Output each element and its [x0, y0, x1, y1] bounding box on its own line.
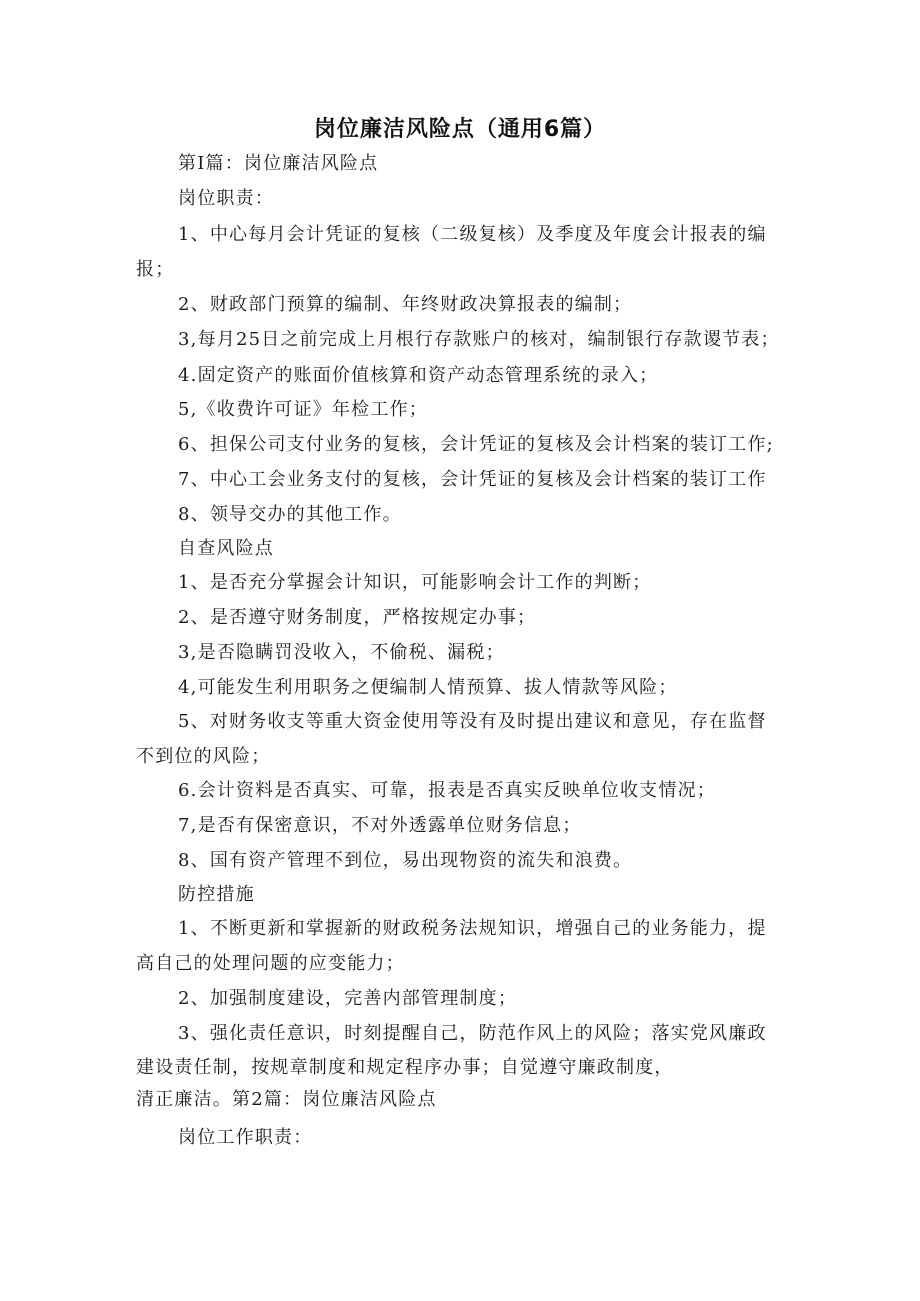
text-line: 5、对财务收支等重大资金使用等没有及时提出建议和意见，存在监督 [178, 711, 767, 732]
text-line: 4.固定资产的账面价值核算和资产动态管理系统的录入； [178, 365, 659, 386]
text-line: 不到位的风险； [136, 746, 271, 767]
text-line: 报； [136, 259, 175, 280]
text-line: 7,是否有保密意识，不对外透露单位财务信息； [178, 815, 582, 836]
text-line: 6.会计资料是否真实、可靠，报表是否真实反映单位收支情况； [178, 780, 716, 801]
text-line: 7、中心工会业务支付的复核，会计凭证的复核及会计档案的装订工作 [178, 469, 767, 490]
text-line: 岗位工作职责： [178, 1127, 313, 1148]
text-line: 2、是否遵守财务制度，严格按规定办事； [178, 607, 537, 628]
text-line: 1、中心每月会计凭证的复核（二级复核）及季度及年度会计报表的编 [178, 224, 767, 245]
section-heading: 自查风险点 [178, 538, 274, 559]
text-line: 建设责任制，按规章制度和规定程序办事；自觉遵守廉政制度， [136, 1057, 674, 1078]
text-line: 2、加强制度建设，完善内部管理制度； [178, 988, 518, 1009]
text-line: 3,是否隐瞒罚没收入，不偷税、漏税； [178, 642, 505, 663]
text-line: 高自己的处理问题的应变能力； [136, 953, 405, 974]
text-line: 3,每月25日之前完成上月根行存款账户的核对，编制银行存款谡节表； [178, 329, 780, 350]
text-line: 3、强化责任意识，时刻提醒自己，防范作风上的风险；落实党风廉政 [178, 1023, 767, 1044]
text-line: 8、领导交办的其他工作。 [178, 504, 402, 525]
text-line: 1、不断更新和掌握新的财政税务法规知识，增强自己的业务能力，提 [178, 918, 767, 939]
document-title: 岗位廉洁风险点（通用6篇） [313, 117, 607, 142]
text-line: 4,可能发生利用职务之便编制人情预算、拔人情款等风险； [178, 677, 678, 698]
text-line: 6、担保公司支付业务的复核，会计凭证的复核及会计档案的装订工作; [178, 434, 774, 455]
text-line: 5,《收费许可证》年检工作； [178, 399, 428, 420]
section-heading: 防控措施 [178, 884, 255, 905]
text-line: 第Ⅰ篇：岗位廉洁风险点 [178, 153, 379, 174]
text-line: 岗位职责： [178, 188, 274, 209]
text-line: 2、财政部门预算的编制、年终财政决算报表的编制； [178, 294, 633, 315]
text-line: 1、是否充分掌握会计知识，可能影响会计工作的判断； [178, 572, 652, 593]
text-line: 清正廉洁。第2篇：岗位廉洁风险点 [136, 1089, 437, 1110]
text-line: 8、国有资产管理不到位，易出现物资的流失和浪费。 [178, 850, 633, 871]
